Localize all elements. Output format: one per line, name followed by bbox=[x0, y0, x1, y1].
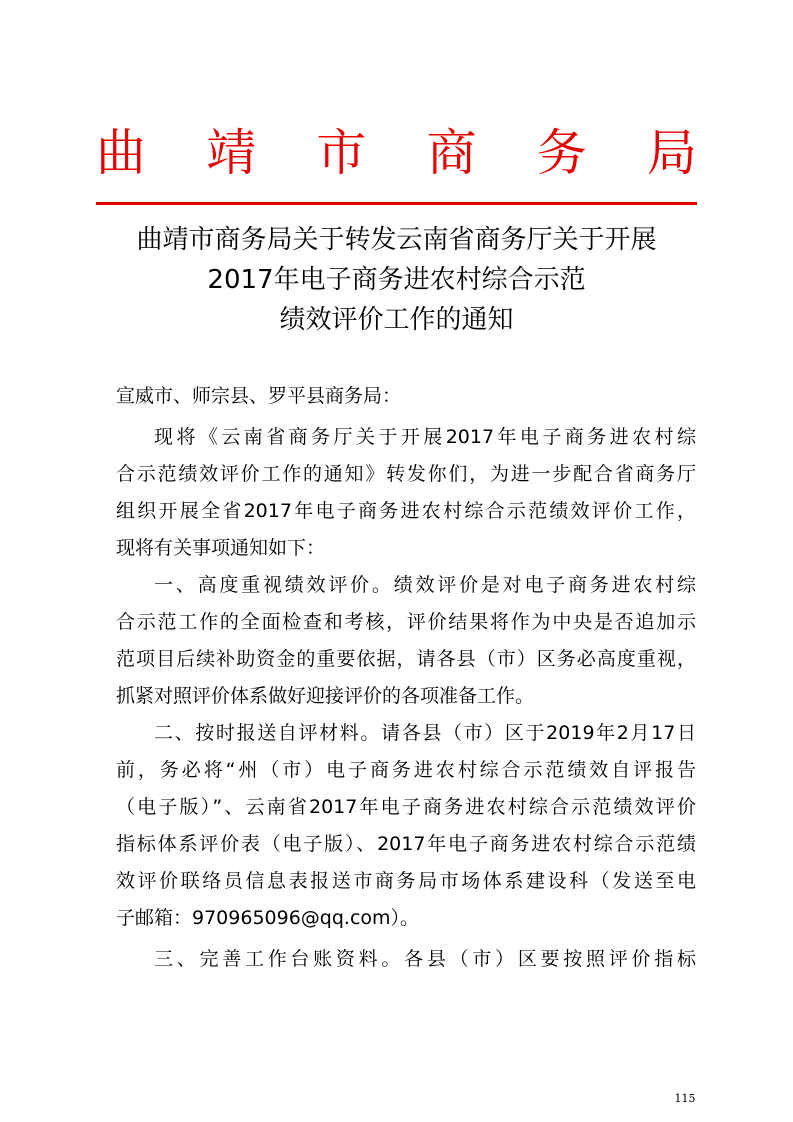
paragraph-line: 三、完善工作台账资料。各县（市）区要按照评价指标 bbox=[154, 948, 696, 970]
header-char: 市 bbox=[316, 124, 367, 182]
header-char: 局 bbox=[646, 124, 697, 182]
document-title bbox=[60, 220, 733, 340]
header-char: 务 bbox=[536, 124, 587, 182]
paragraph-line: 效评价联络员信息表报送市商务局市场体系建设科（发送至电 bbox=[116, 870, 696, 892]
title-line: 2017年电子商务进农村综合示范 bbox=[207, 265, 586, 295]
document-body bbox=[116, 378, 696, 978]
paragraph-line: 子邮箱：970965096@qq.com）。 bbox=[116, 907, 420, 929]
paragraph-line: 前，务必将“州（市）电子商务进农村综合示范绩效自评报告 bbox=[116, 759, 696, 781]
paragraph-line: 合示范工作的全面检查和考核，评价结果将作为中央是否追加示 bbox=[116, 611, 696, 633]
paragraph-line: 现将有关事项通知如下： bbox=[116, 537, 326, 559]
paragraph-line: 二、按时报送自评材料。请各县（市）区于2019年2月17日 bbox=[154, 722, 696, 744]
paragraph-line: （电子版）”、云南省2017年电子商务进农村综合示范绩效评价 bbox=[116, 796, 696, 818]
paragraph-line: 抓紧对照评价体系做好迎接评价的各项准备工作。 bbox=[116, 685, 535, 707]
red-divider-line bbox=[96, 202, 697, 205]
issuing-authority-header bbox=[96, 118, 697, 188]
salutation: 宣威市、师宗县、罗平县商务局： bbox=[116, 385, 402, 407]
header-char: 商 bbox=[426, 124, 477, 182]
paragraph-line: 指标体系评价表（电子版）、2017年电子商务进农村综合示范绩 bbox=[116, 833, 696, 855]
title-line: 曲靖市商务局关于转发云南省商务厅关于开展 bbox=[136, 225, 657, 255]
page-number: 115 bbox=[674, 1092, 696, 1105]
paragraph-line: 一、高度重视绩效评价。绩效评价是对电子商务进农村综 bbox=[154, 574, 696, 596]
paragraph-line: 现将《云南省商务厅关于开展2017年电子商务进农村综 bbox=[154, 426, 696, 448]
title-line: 绩效评价工作的通知 bbox=[279, 305, 514, 335]
header-char: 曲 bbox=[96, 124, 146, 182]
header-char: 靖 bbox=[206, 124, 257, 182]
paragraph-line: 范项目后续补助资金的重要依据，请各县（市）区务必高度重视， bbox=[116, 648, 696, 670]
paragraph-line: 组织开展全省2017年电子商务进农村综合示范绩效评价工作， bbox=[116, 500, 696, 522]
paragraph-line: 合示范绩效评价工作的通知》转发你们，为进一步配合省商务厅 bbox=[116, 463, 696, 485]
